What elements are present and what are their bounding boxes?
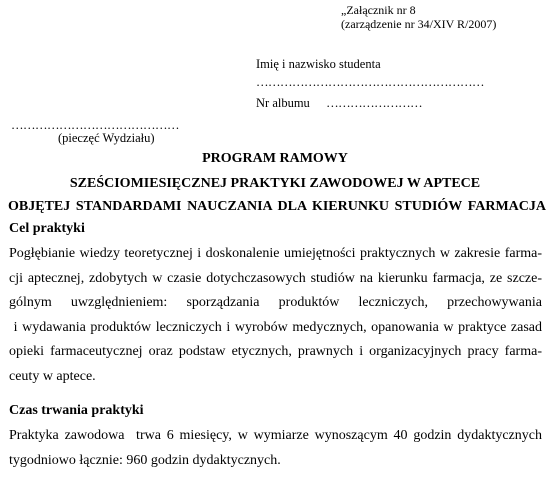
goal-paragraph <box>9 242 542 389</box>
album-number-label: Nr albumu <box>256 96 310 110</box>
duration-line: Praktyka zawodowa trwa 6 miesięcy, w wymiarze wynoszącym 40 godzin dydaktycznych <box>9 428 542 443</box>
album-number-row <box>256 96 422 111</box>
student-name-dots: ………………………………………………… <box>256 75 484 89</box>
title-line-1: PROGRAM RAMOWY <box>202 151 348 166</box>
duration-line: tygodniowo łącznie: 960 godzin dydaktycznych. <box>9 452 281 468</box>
goal-line: opieki farmaceutycznej oraz podstaw etycznych, prawnych i organizacyjnych pracy farma- <box>9 344 542 359</box>
album-number-dots: …………………… <box>326 96 423 110</box>
duration-heading: Czas trwania praktyki <box>9 403 144 418</box>
annex-regulation: (zarządzenie nr 34/XIV R/2007) <box>341 17 497 31</box>
goal-line: ceuty w aptece. <box>9 368 96 384</box>
goal-line: cji aptecznej, zdobytych w czasie dotychczasowych studiów na kierunku farmacja, ze szcze- <box>9 270 542 286</box>
annex-number: „Załącznik nr 8 <box>341 3 416 17</box>
goal-line: i wydawania produktów leczniczych i wyrobów medycznych, opanowania w praktyce zasad <box>9 319 542 335</box>
title-line-3: OBJĘTEJ STANDARDAMI NAUCZANIA DLA KIERUNKU STUDIÓW FARMACJA <box>8 199 546 214</box>
stamp-dots: …………………………………… <box>11 118 179 132</box>
student-name-label: Imię i nazwisko studenta <box>256 57 381 71</box>
duration-paragraph <box>9 424 542 473</box>
goal-line: Pogłębianie wiedzy teoretycznej i doskonalenie umiejętności praktycznych w zakresie farma- <box>9 246 542 261</box>
stamp-label: (pieczęć Wydziału) <box>58 131 155 145</box>
title-line-2: SZEŚCIOMIESIĘCZNEJ PRAKTYKI ZAWODOWEJ W APTECE <box>69 176 481 191</box>
goal-heading: Cel praktyki <box>9 221 85 236</box>
goal-line: gólnym uwzględnieniem: sporządzania produktów leczniczych, przechowywania <box>9 295 542 310</box>
